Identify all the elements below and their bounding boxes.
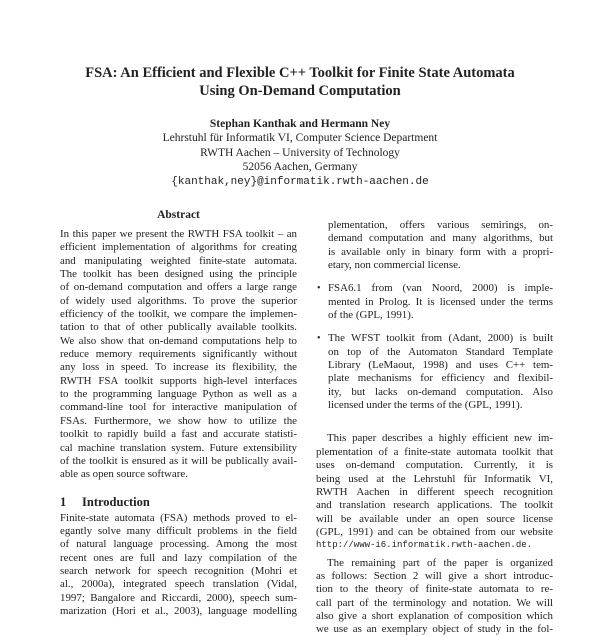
text-line: able as open source software. — [60, 468, 188, 481]
affiliation-line: Lehrstuhl für Informatik VI, Computer Science Department — [162, 132, 438, 145]
text-line: reduce memory requirements significantly without — [60, 348, 297, 361]
text-line: of the (GPL, 1991). — [328, 309, 414, 322]
text-line: to the programming language Python as well as a — [60, 388, 297, 401]
text-line: and translation research applications. The toolkit — [316, 499, 553, 512]
text-line: The WFST toolkit from (Adant, 2000) is built — [328, 332, 553, 345]
text-line: call part of the terminology and notation. We will — [316, 596, 553, 609]
text-line: al., 2000a), integrated speech translation (Vidal, — [60, 578, 297, 591]
text-line: is available only in binary form with a propri- — [328, 245, 553, 258]
affiliation-line: 52056 Aachen, Germany — [242, 161, 358, 174]
text-line: of on-demand computation and offers a large range — [60, 281, 297, 294]
right-column — [316, 219, 553, 637]
abstract-body — [60, 228, 297, 482]
text-line: Library (LeMaout, 1998) and uses C++ tem- — [328, 359, 553, 372]
text-line: cal machine translation system. Future extensibility — [60, 441, 297, 454]
text-line: egantly solve many difficult problems in the field — [60, 524, 297, 537]
text-line: RWTH Aachen in different speech recognition — [316, 485, 553, 498]
abstract-heading: Abstract — [157, 209, 200, 221]
website-url[interactable]: http://www-i6.informatik.rwth-aachen.de. — [316, 540, 533, 551]
text-line: tation to that of other publically available toolkits. — [60, 321, 297, 334]
text-line: we use as an exemplary object of study in the fol- — [316, 623, 553, 636]
title-line: Using On-Demand Computation — [199, 83, 401, 99]
title-line: FSA: An Efficient and Flexible C++ Toolkit for Finite State Automata — [85, 65, 515, 81]
text-line: of natural language processing. Among the most — [60, 538, 297, 551]
text-line: FSAs. Furthermore, we show how to utilize the — [60, 414, 297, 427]
paragraph — [316, 432, 553, 539]
text-line: FSA6.1 from (van Noord, 2000) is imple- — [328, 282, 553, 295]
text-line: plementation of a finite-state automata toolkit that — [316, 445, 553, 458]
text-line: In this paper we present the RWTH FSA toolkit – an — [60, 228, 297, 240]
text-line: We also show that on-demand computations help to — [60, 334, 297, 347]
text-line: and manipulating weighted finite-state automata. — [60, 254, 297, 267]
text-line: etary, non commercial license. — [328, 259, 461, 272]
text-line: as follows: Section 2 will give a short introduc- — [316, 569, 553, 582]
left-column — [60, 208, 297, 618]
text-line: The toolkit has been designed using the principle — [60, 268, 297, 281]
introduction-body — [60, 512, 297, 619]
text-line: mented in Prolog. It is licensed under the terms — [328, 295, 553, 308]
affiliation-line: RWTH Aachen – University of Technology — [200, 146, 400, 159]
bullet-item — [316, 282, 553, 322]
text-line: plementation, offers various semirings, on- — [328, 219, 553, 231]
text-line: marization (Hori et al., 2003), language modelling — [60, 604, 297, 617]
text-line: recent ones are full and lazy compilation of the — [60, 551, 297, 564]
text-line: Finite-state automata (FSA) methods proved to el- — [60, 511, 297, 524]
text-line: command-line tool for interactive manipulation of — [60, 401, 297, 414]
text-line: being used at the Lehrstuhl für Informatik VI, — [316, 472, 553, 485]
bullet-item — [316, 332, 553, 412]
continued-bullet-text — [316, 219, 553, 272]
bullet-icon: • — [317, 333, 321, 345]
text-line: also give a short explanation of composition which — [316, 609, 553, 622]
paragraph — [316, 557, 553, 637]
text-line: of the toolkit is ensured as it will be publically avail- — [60, 454, 297, 467]
text-line: any loss in speed. To increase its flexibility, the — [60, 361, 297, 374]
text-line: tion to the theory of finite-state automata to re- — [316, 583, 553, 596]
text-line: efficient implementation of algorithms for creating — [60, 241, 297, 254]
text-line: (GPL, 1991) and can be obtained from our website — [316, 525, 553, 538]
text-line: toolkit to rapidly build a fast and accurate statisti- — [60, 428, 297, 441]
bullet-icon: • — [317, 283, 321, 295]
section-heading-introduction — [60, 490, 297, 512]
text-line: plate mechanisms for efficiency and flexibil- — [328, 372, 553, 385]
text-line: demand computation and many algorithms, but — [328, 232, 553, 245]
text-line: RWTH FSA toolkit supports high-level interfaces — [60, 374, 297, 387]
author-block — [0, 117, 600, 189]
paper-title — [0, 64, 600, 100]
text-line: will be available under an open source license — [316, 512, 553, 525]
section-number: 1 — [60, 494, 67, 509]
author-names: Stephan Kanthak and Hermann Ney — [209, 118, 391, 130]
text-line: of widely used algorithms. To prove the superior — [60, 294, 297, 307]
text-line: efficiency of the toolkit, we compare the implemen- — [60, 308, 297, 321]
text-line: licensed under the terms of the (GPL, 1991). — [328, 399, 523, 412]
text-line: The remaining part of the paper is organized — [327, 556, 553, 569]
section-title: Introduction — [82, 494, 150, 509]
text-line: on top of the Automaton Standard Template — [328, 345, 553, 358]
text-line: search network for speech recognition (Mohri et — [60, 564, 297, 577]
text-line: 1997; Bangalore and Riccardi, 2000), speech sum- — [60, 591, 297, 604]
text-line: This paper describes a highly efficient new im- — [327, 432, 553, 445]
author-email: {kanthak,ney}@informatik.rwth-aachen.de — [171, 175, 429, 188]
text-line: uses on-demand computation. Currently, it is — [316, 459, 553, 472]
text-line: ity, but lacks on-demand computation. Also — [328, 385, 553, 398]
